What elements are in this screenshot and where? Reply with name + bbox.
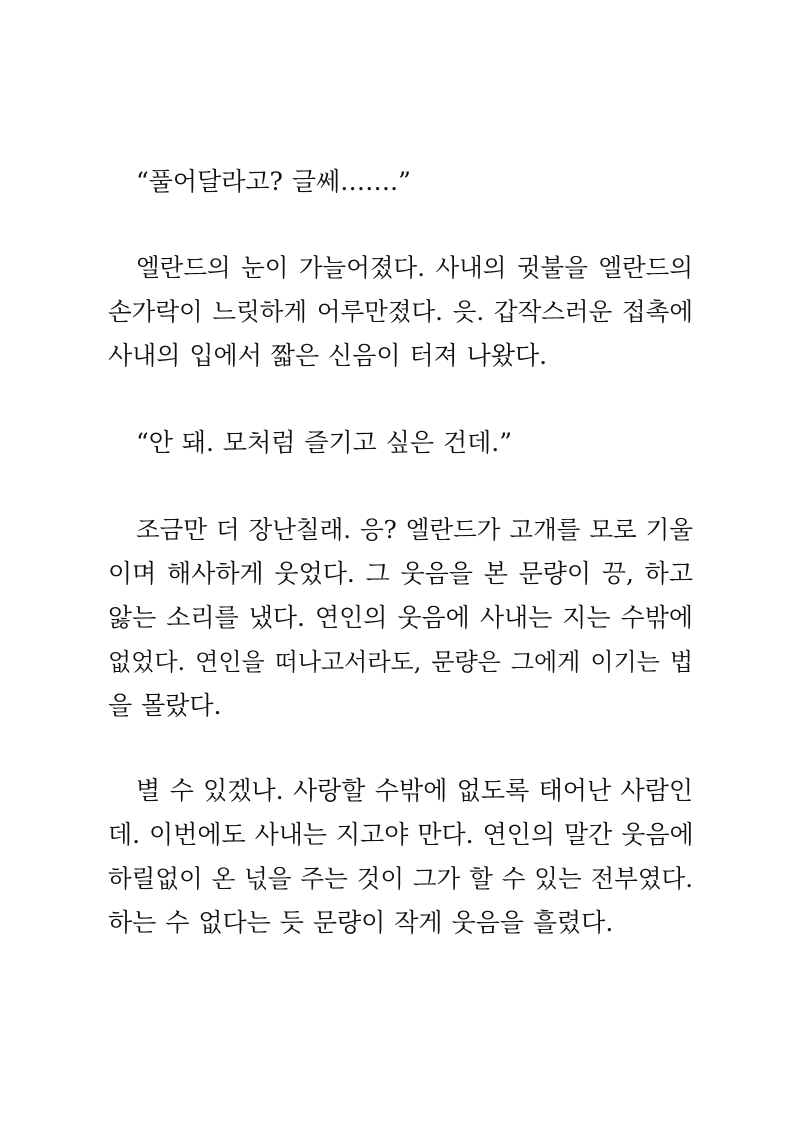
text-line: 조금만 더 장난칠래. 응? 엘란드가 고개를 모로 기울 [136,515,693,544]
narration-paragraph [108,769,693,945]
text-line: 사내의 입에서 짧은 신음이 터져 나왔다. [108,341,548,370]
text-line: 없었다. 연인을 떠나고서라도, 문량은 그에게 이기는 법 [108,648,693,676]
text-line: 앓는 소리를 냈다. 연인의 웃음에 사내는 지는 수밖에 [108,603,693,632]
text-line: 을 몰랐다. [108,691,222,720]
text-line: 하릴없이 온 넋을 주는 것이 그가 할 수 있는 전부였다. [108,864,693,893]
text-line: 엘란드의 눈이 가늘어졌다. 사내의 귓불을 엘란드의 [136,253,693,282]
text-line: 이며 해사하게 웃었다. 그 웃음을 본 문량이 끙, 하고 [108,559,693,588]
text-line: “풀어달라고? 글쎄…….” [136,167,411,196]
narration-paragraph [108,508,693,728]
dialogue-paragraph [108,421,693,465]
text-line: “안 돼. 모처럼 즐기고 싶은 건데.” [136,428,512,457]
text-line: 손가락이 느릿하게 어루만졌다. 읏. 갑작스러운 접촉에 [108,297,693,326]
narration-paragraph [108,246,693,378]
dialogue-paragraph [108,160,693,204]
text-line: 하는 수 없다는 듯 문량이 작게 웃음을 흘렸다. [108,908,614,937]
text-line: 데. 이번에도 사내는 지고야 만다. 연인의 말간 웃음에 [108,820,694,849]
text-line: 별 수 있겠나. 사랑할 수밖에 없도록 태어난 사람인 [136,776,693,805]
